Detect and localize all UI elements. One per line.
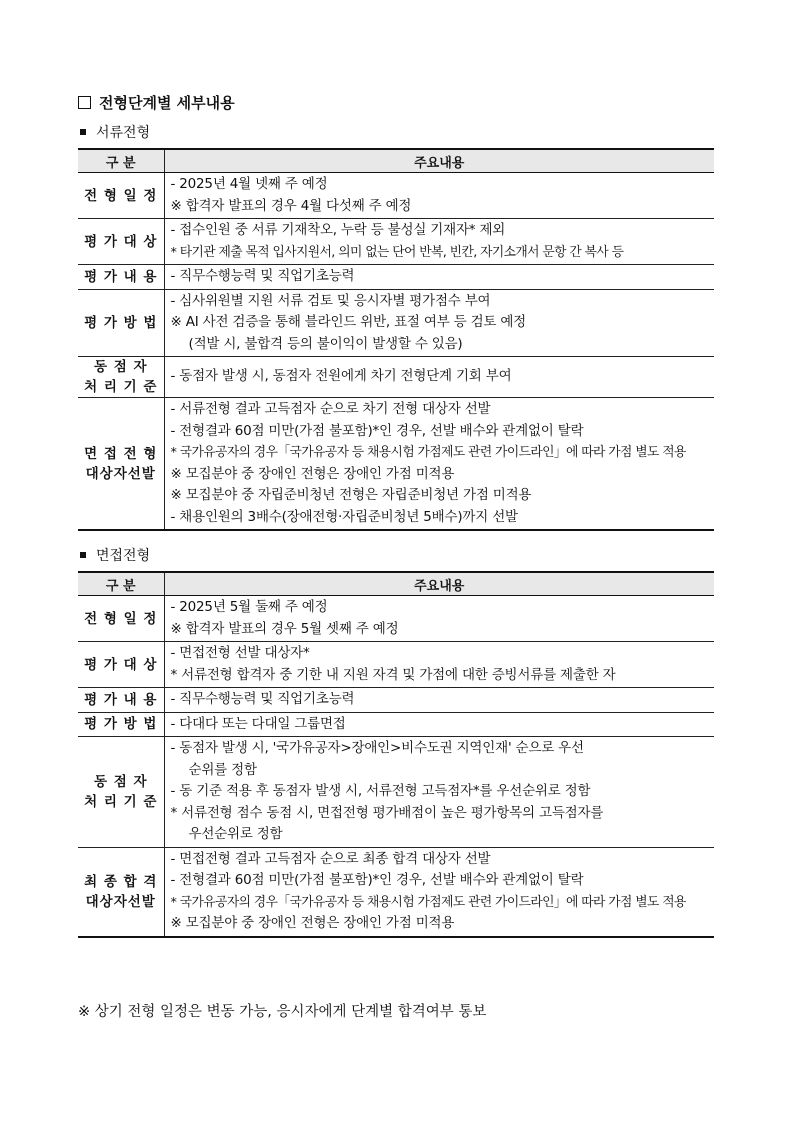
content-line: - 전형결과 60점 미만(가점 불포함)*인 경우, 선발 배수와 관계없이 탈락 [170,872,584,888]
content-line: * 서류전형 합격자 중 기한 내 지원 자격 및 가점에 대한 증빙서류를 제출한 자 [170,666,616,683]
content-line: ※ 합격자 발표의 경우 5월 셋째 주 예정 [170,620,399,637]
row-category [78,289,164,357]
content-line: ※ 모집분야 중 장애인 전형은 장애인 가점 미적용 [170,465,455,482]
square-bullet-icon [80,129,86,135]
content-line: ※ 모집분야 중 자립준비청년 전형은 자립준비청년 가점 미적용 [170,487,532,503]
content-line: - 전형결과 60점 미만(가점 불포함)*인 경우, 선발 배수와 관계없이 탈락 [170,422,584,439]
heading-text: 전형단계별 세부내용 [99,93,235,112]
document-screening-table [78,148,714,531]
content-line: ※ AI 사전 검증을 통해 블라인드 위반, 표절 여부 등 검토 예정 [170,314,527,330]
row-content [164,289,714,357]
header-category: 구 분 [78,149,164,173]
category-label: 동 점 자 [93,359,148,375]
table-row [78,712,714,737]
content-line: - 접수인원 중 서류 기재착오, 누락 등 불성실 기재자* 제외 [170,222,506,238]
content-line: - 직무수행능력 및 직업기초능력 [170,691,355,707]
content-line: (적발 시, 불합격 등의 불이익이 발생할 수 있음) [188,335,463,352]
content-line: - 다대다 또는 다대일 그룹면접 [170,715,346,732]
row-content [164,737,714,848]
content-line: - 직무수행능력 및 직업기초능력 [170,268,355,284]
table-row [78,642,714,688]
content-line: - 면접전형 결과 고득점자 순으로 최종 합격 대상자 선발 [170,850,491,867]
row-category [78,596,164,642]
row-content [164,265,714,290]
table-header-row [78,149,714,173]
content-line: * 국가유공자의 경우「국가유공자 등 채용시험 가점제도 관련 가이드라인」에 따라 가점 별도 적용 [170,445,686,460]
content-line: * 타기관 제출 목적 입사지원서, 의미 없는 단어 반복, 빈칸, 자기소개서 문항 간 복사 등 [170,244,624,260]
content-line: - 채용인원의 3배수(장애전형·자립준비청년 5배수)까지 선발 [170,508,518,525]
row-category [78,398,164,531]
section-title-text: 면접전형 [96,548,151,564]
content-line: - 동 기준 적용 후 동점자 발생 시, 서류전형 고득점자*를 우선순위로 정함 [170,783,591,799]
table-row [78,265,714,290]
row-category [78,737,164,848]
row-content [164,688,714,713]
table-row [78,398,714,531]
table-header-row [78,572,714,596]
row-content [164,219,714,265]
row-category [78,173,164,219]
table-row [78,219,714,265]
content-line: - 2025년 5월 둘째 주 예정 [170,599,328,615]
content-line: - 2025년 4월 넷째 주 예정 [170,176,328,192]
table-row [78,847,714,937]
content-line: 우선순위로 정함 [188,826,283,842]
row-category [78,642,164,688]
row-content [164,173,714,219]
row-category [78,847,164,937]
page-heading [78,90,714,114]
row-category [78,688,164,713]
category-label: 평 가 내 용 [84,691,158,708]
row-content [164,712,714,737]
row-category [78,265,164,290]
category-label: 처 리 기 준 [84,793,158,810]
category-label: 전 형 일 정 [84,187,158,204]
interview-table [78,571,714,938]
section-title-interview [80,545,714,565]
footer-note: ※ 상기 전형 일정은 변동 가능, 응시자에게 단계별 합격여부 통보 [78,1004,487,1020]
section-title-text: 서류전형 [96,125,151,141]
row-category [78,219,164,265]
table-row [78,289,714,357]
category-label: 동 점 자 [93,773,148,790]
content-line: * 서류전형 점수 동점 시, 면접전형 평가배점이 높은 평가항목의 고득점자를 [170,804,604,821]
content-line: 순위를 정함 [188,761,257,778]
category-label: 대상자선발 [85,893,156,910]
row-content [164,357,714,398]
header-category: 구 분 [78,572,164,596]
category-label: 대상자선발 [85,465,156,482]
row-content [164,398,714,531]
content-line: - 면접전형 선발 대상자* [170,645,310,661]
category-label: 평 가 대 상 [84,233,158,250]
row-content [164,642,714,688]
category-label: 평 가 내 용 [84,268,158,285]
category-label: 평 가 대 상 [84,656,158,673]
content-line: - 동점자 발생 시, 동점자 전원에게 차기 전형단계 기회 부여 [170,368,512,385]
header-content: 주요내용 [164,572,714,596]
row-category [78,357,164,398]
header-content: 주요내용 [164,149,714,173]
table-row [78,737,714,848]
content-line: ※ 모집분야 중 장애인 전형은 장애인 가점 미적용 [170,915,455,931]
row-content [164,596,714,642]
content-line: ※ 합격자 발표의 경우 4월 다섯째 주 예정 [170,197,412,214]
table-row [78,357,714,398]
category-label: 처 리 기 준 [84,379,158,395]
category-label: 면 접 전 형 [84,445,158,462]
content-line: - 심사위원별 지원 서류 검토 및 응시자별 평가점수 부여 [170,292,491,309]
section-title-document-screening [80,122,714,142]
category-label: 최 종 합 격 [84,873,158,890]
checkbox-icon [78,96,91,109]
category-label: 평 가 방 법 [84,314,158,331]
row-content [164,847,714,937]
table-row [78,173,714,219]
category-label: 전 형 일 정 [84,610,158,627]
square-bullet-icon [80,552,86,558]
content-line: - 서류전형 결과 고득점자 순으로 차기 전형 대상자 선발 [170,401,491,417]
category-label: 평 가 방 법 [84,716,158,733]
document-page [78,90,714,938]
table-row [78,688,714,713]
row-category [78,712,164,737]
table-row [78,596,714,642]
content-line: - 동점자 발생 시, '국가유공자>장애인>비수도권 지역인재' 순으로 우선 [170,740,584,756]
content-line: * 국가유공자의 경우「국가유공자 등 채용시험 가점제도 관련 가이드라인」에 따라 가점 별도 적용 [170,894,686,910]
